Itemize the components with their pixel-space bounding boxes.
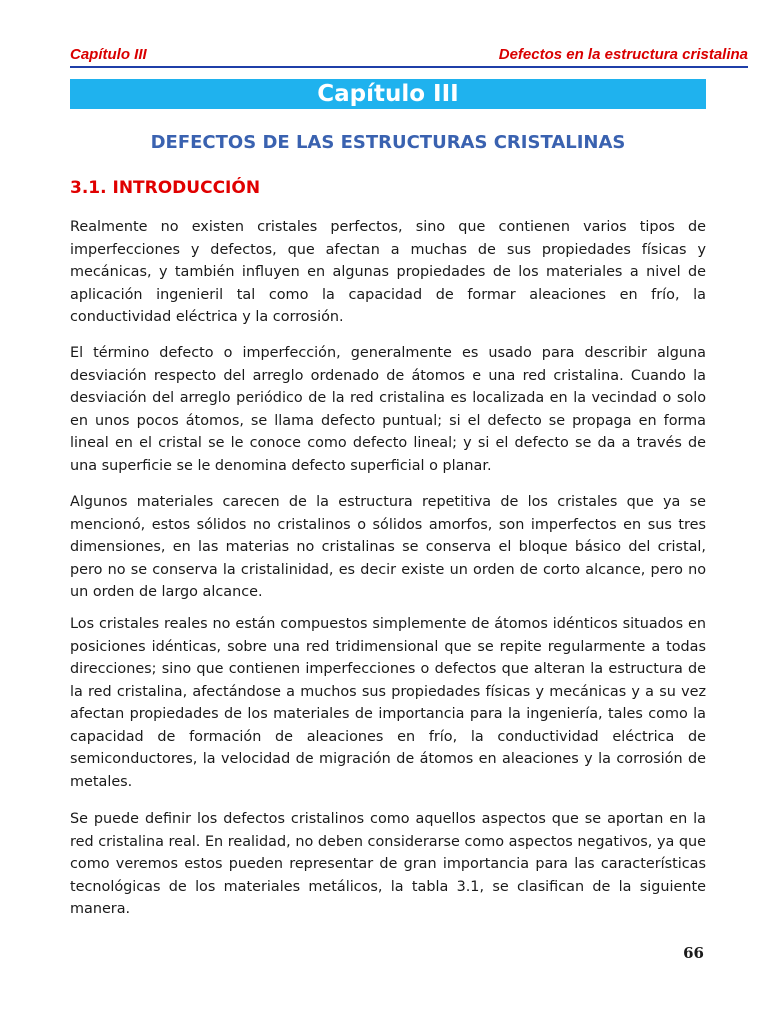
paragraph: El término defecto o imperfección, generalmente es usado para describir alguna desviación respecto del arreglo ordenado de átomos e una red cristalina. Cuando la desviación del arreglo periódico de la red cristalina es localizada en la vecindad o solo en unos pocos átomos, se llama defecto puntual; si el defecto se propaga en forma lineal en el cristal se le conoce como defecto lineal; y si el defecto se da a través de una superficie se le denomina defecto superficial o planar. xyxy=(70,345,706,474)
page-number: 66 xyxy=(683,944,704,962)
chapter-title: DEFECTOS DE LAS ESTRUCTURAS CRISTALINAS xyxy=(150,132,626,153)
running-header xyxy=(70,44,748,68)
section-heading: 3.1. INTRODUCCIÓN xyxy=(70,178,261,198)
paragraph: Realmente no existen cristales perfectos, sino que contienen varios tipos de imperfecciones y defectos, que afectan a muchas de sus propiedades físicas y mecánicas, y también influyen en algunas propiedades de los materiales a nivel de aplicación ingenieril tal como la capacidad de formar aleaciones en frío, la conductividad eléctrica y la corrosión. xyxy=(70,219,706,325)
header-chapter-label: Capítulo III xyxy=(70,46,147,63)
paragraph: Algunos materiales carecen de la estructura repetitiva de los cristales que ya se mencionó, estos sólidos no cristalinos o sólidos amorfos, son imperfectos en sus tres dimensiones, en las materias no cristalinas se conserva el bloque básico del cristal, pero no se conserva la cristalinidad, es decir existe un orden de corto alcance, pero no un orden de largo alcance. xyxy=(70,494,706,600)
header-chapter-title: Defectos en la estructura cristalina xyxy=(498,46,748,63)
paragraph: Los cristales reales no están compuestos simplemente de átomos idénticos situados en posiciones idénticas, sobre una red tridimensional que se repite regularmente a todas direcciones; sino que contienen imperfecciones o defectos que alteran la estructura de la red cristalina, afectándose a muchos sus propiedades físicas y mecánicas y a su vez afectan propiedades de los materiales de importancia para la ingeniería, tales como la capacidad de formación de aleaciones en frío, la conductividad eléctrica de semiconductores, la velocidad de migración de átomos en aleaciones y la corrosión de metales. xyxy=(70,616,706,790)
paragraph: Se puede definir los defectos cristalinos como aquellos aspectos que se aportan en la red cristalina real. En realidad, no deben considerarse como aspectos negativos, ya que como veremos estos pueden representar de gran importancia para las características tecnológicas de los materiales metálicos, la tabla 3.1, se clasifican de la siguiente manera. xyxy=(70,811,706,917)
chapter-banner: Capítulo III xyxy=(70,79,706,109)
